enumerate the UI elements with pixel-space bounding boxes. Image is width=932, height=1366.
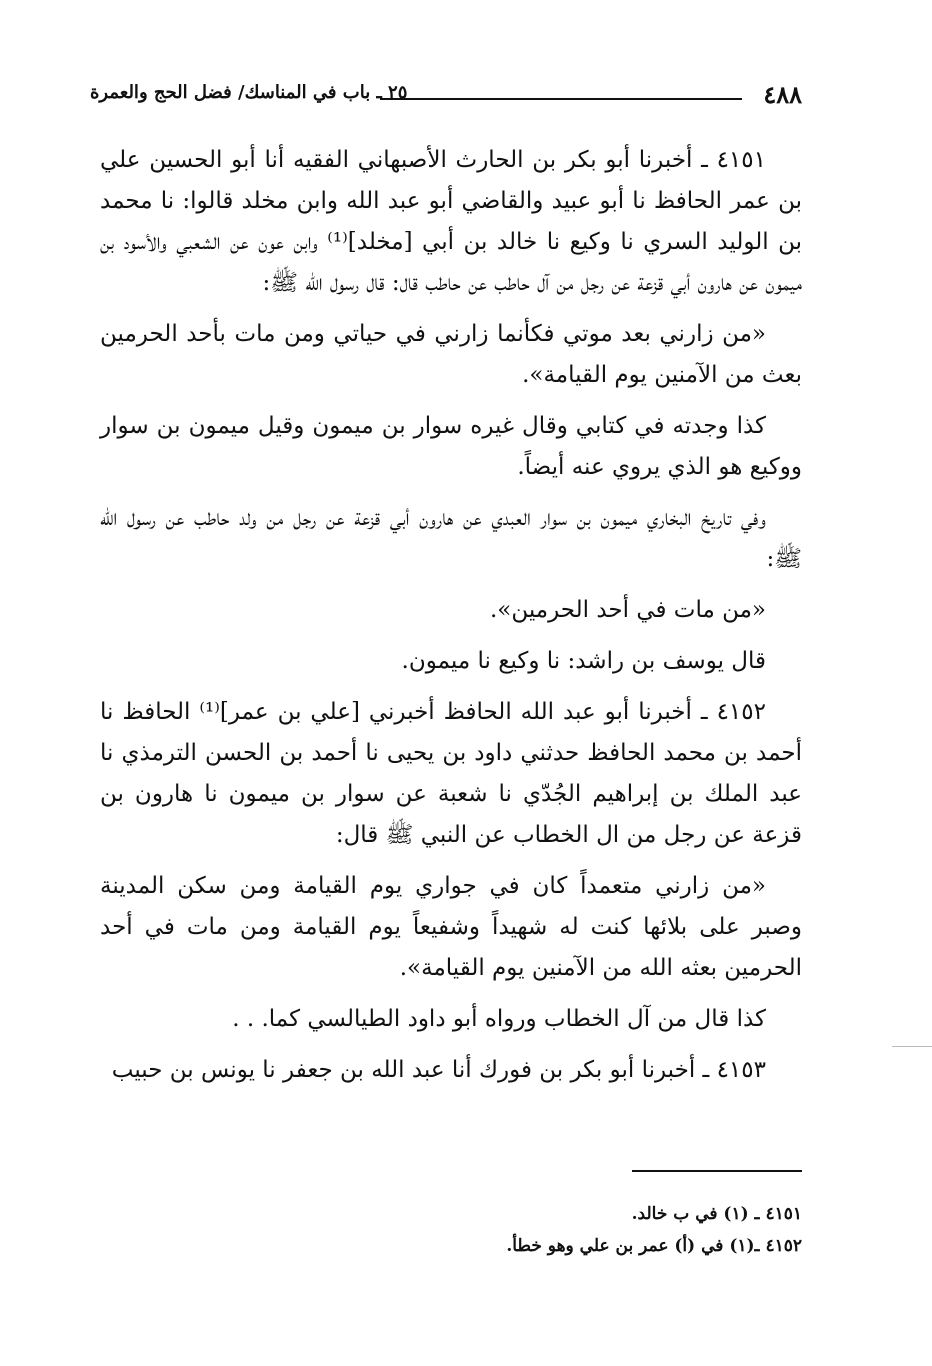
page-number: ٤٨٨ bbox=[763, 80, 802, 109]
commentary: كذا قال من آل الخطاب ورواه أبو داود الطيالسي كما. . . bbox=[232, 1006, 766, 1032]
footnotes bbox=[100, 1198, 802, 1262]
header-rule bbox=[380, 98, 742, 100]
running-head: ٢٥ ـ باب في المناسك/ فضل الحج والعمرة bbox=[90, 82, 408, 103]
hadith-text: «من زارني بعد موتي فكأنما زارني في حياتي ومن مات بأحد الحرمين بعث من الآمنين يوم القيامة». bbox=[100, 321, 802, 388]
page-header bbox=[90, 80, 802, 120]
main-text bbox=[100, 140, 802, 1101]
hadith-4153: ٤١٥٣ ـ أخبرنا أبو بكر بن فورك أنا عبد الله بن جعفر نا يونس بن حبيب bbox=[111, 1057, 766, 1083]
commentary: وفي تاريخ البخاري ميمون بن سوار العبدي عن هارون أبي قزعة عن رجل من ولد حاطب عن رسول الله ﷺ: bbox=[100, 505, 802, 572]
footnote-4151: ٤١٥١ ـ (١) في ب خالد. bbox=[631, 1204, 802, 1224]
hadith-text: «من زارني متعمداً كان في جواري يوم القيامة ومن سكن المدينة وصبر على بلائها كنت له شهيداً وشفيعاً يوم القيامة ومن مات في أحد الحرمين بعثه الله من الآمنين يوم القيامة». bbox=[100, 873, 802, 981]
commentary: كذا وجدته في كتابي وقال غيره سوار بن ميمون وقيل ميمون بن سوار ووكيع هو الذي يروي عنه أيضاً. bbox=[100, 413, 802, 480]
footnote-rule bbox=[632, 1170, 802, 1172]
hadith-4152: ٤١٥٢ ـ أخبرنا أبو عبد الله الحافظ أخبرني [علي بن عمر]⁽¹⁾ الحافظ نا أحمد بن محمد الحافظ حدثني داود بن يحيى نا أحمد بن الحسن الترمذي نا عبد الملك بن إبراهيم الجُدّي نا شعبة عن سوار بن ميمون نا هارون بن قزعة عن رجل من ال الخطاب عن النبي ﷺ قال: bbox=[100, 699, 802, 848]
footnote-4152: ٤١٥٢ ـ(١) في (أ) عمر بن علي وهو خطأ. bbox=[506, 1236, 802, 1256]
scan-artifact bbox=[892, 1046, 932, 1047]
hadith-4151: ٤١٥١ ـ أخبرنا أبو بكر بن الحارث الأصبهاني الفقيه أنا أبو الحسين علي بن عمر الحافظ نا أبو عبيد والقاضي أبو عبد الله وابن مخلد قالوا: نا محمد بن الوليد السري نا وكيع نا خالد بن أبي [مخلد]⁽¹⁾ وابن عون عن الشعبي والأسود بن ميمون عن هارون أبي قزعة عن رجل من آل حاطب عن حاطب قال: قال رسول الله ﷺ: bbox=[100, 147, 803, 296]
hadith-text: «من مات في أحد الحرمين». bbox=[489, 597, 766, 623]
commentary: قال يوسف بن راشد: نا وكيع نا ميمون. bbox=[401, 648, 766, 674]
